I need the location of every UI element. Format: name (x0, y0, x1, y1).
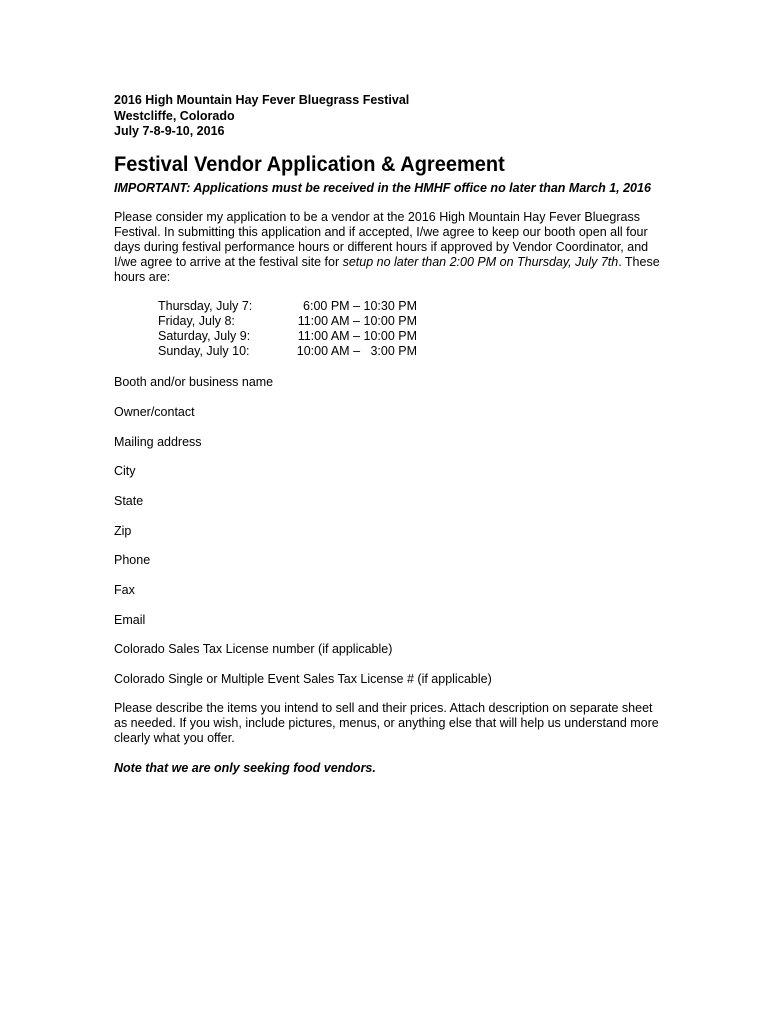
field-phone[interactable]: Phone (114, 553, 151, 567)
items-description-prompt: Please describe the items you intend to sell and their prices. Attach description on separate sheet as needed. If you wish, include pictures, menus, or anything else that will help us understand more clearly what you offer. (114, 701, 659, 745)
hours-time: 11:00 AM – 10:00 PM (297, 314, 417, 328)
intro-paragraph (114, 210, 662, 285)
hours-day: Thursday, July 7: (158, 299, 253, 313)
field-zip[interactable]: Zip (114, 524, 132, 538)
hours-time: 11:00 AM – 10:00 PM (297, 329, 417, 343)
hours-day: Saturday, July 9: (158, 329, 251, 343)
hours-table (158, 299, 417, 359)
hours-row (158, 329, 417, 344)
field-event-tax-license[interactable]: Colorado Single or Multiple Event Sales Tax License # (if applicable) (114, 672, 492, 686)
hours-day: Sunday, July 10: (158, 344, 250, 358)
festival-dates: July 7-8-9-10, 2016 (114, 124, 225, 138)
hours-time: 10:00 AM – 3:00 PM (296, 344, 417, 358)
hours-row (158, 344, 417, 359)
field-mailing-address[interactable]: Mailing address (114, 435, 202, 449)
hours-row (158, 299, 417, 314)
document-content (114, 93, 674, 775)
intro-setup-emphasis: setup no later than 2:00 PM on Thursday, July 7th (342, 255, 619, 269)
hours-row (158, 314, 417, 329)
field-sales-tax-license[interactable]: Colorado Sales Tax License number (if applicable) (114, 642, 393, 656)
field-email[interactable]: Email (114, 613, 146, 627)
field-fax[interactable]: Fax (114, 583, 135, 597)
festival-name: 2016 High Mountain Hay Fever Bluegrass Festival (114, 93, 410, 107)
page-title: Festival Vendor Application & Agreement (114, 152, 505, 176)
hours-time: 6:00 PM – 10:30 PM (303, 299, 417, 313)
intro-after: . These hours are: (114, 255, 660, 284)
field-city[interactable]: City (114, 464, 136, 478)
field-state[interactable]: State (114, 494, 144, 508)
field-owner-contact[interactable]: Owner/contact (114, 405, 195, 419)
food-vendors-note: Note that we are only seeking food vendors. (114, 761, 376, 775)
festival-location: Westcliffe, Colorado (114, 108, 235, 123)
hours-day: Friday, July 8: (158, 314, 235, 328)
field-booth-name[interactable]: Booth and/or business name (114, 375, 274, 389)
intro-text: Please consider my application to be a vendor at the 2016 High Mountain Hay Fever Bluegrass Festival. In submitting this application and if accepted, I/we agree to keep our booth open all four days during festival performance hours or different hours if approved by Vendor Coordinator, and I/we agree to arrive at the festival site for (114, 210, 649, 269)
important-notice: IMPORTANT: Applications must be received in the HMHF office no later than March 1, 2016 (114, 181, 651, 195)
